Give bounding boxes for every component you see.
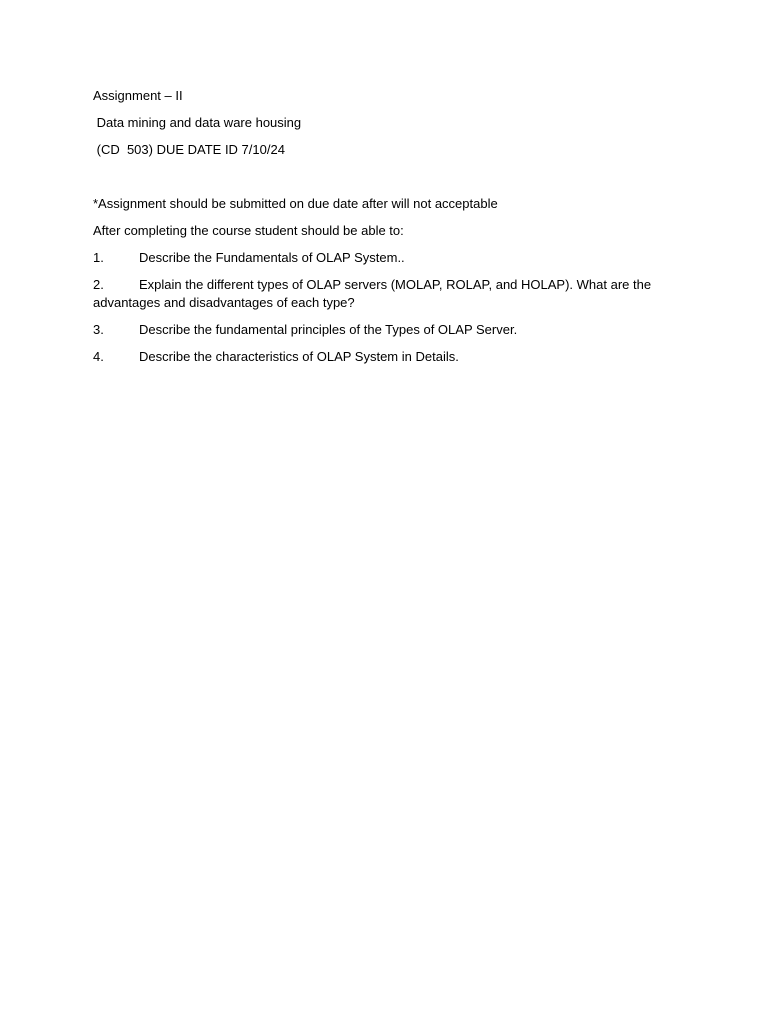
list-item <box>93 249 653 267</box>
list-item-number: 1. <box>93 250 104 265</box>
list-item-text: Describe the fundamental principles of the Types of OLAP Server. <box>139 322 518 337</box>
course-due-date-line: (CD 503) DUE DATE ID 7/10/24 <box>93 142 285 157</box>
document-body <box>93 87 653 375</box>
list-item <box>93 348 653 366</box>
list-item-number: 2. <box>93 277 104 292</box>
learning-outcomes-intro: After completing the course student should be able to: <box>93 223 404 238</box>
submission-notice: *Assignment should be submitted on due date after will not acceptable <box>93 196 498 211</box>
list-item-text: Describe the Fundamentals of OLAP System.. <box>139 250 405 265</box>
list-item-number: 4. <box>93 349 104 364</box>
assignment-title: Assignment – II <box>93 88 183 103</box>
list-item-number: 3. <box>93 322 104 337</box>
question-list <box>93 249 653 366</box>
list-item <box>93 321 653 339</box>
list-item-text: Explain the different types of OLAP servers (MOLAP, ROLAP, and HOLAP). What are the advantages and disadvantages of each type? <box>93 277 652 310</box>
list-item-text: Describe the characteristics of OLAP System in Details. <box>139 349 459 364</box>
subject-line: Data mining and data ware housing <box>93 115 302 130</box>
list-item <box>93 276 653 312</box>
